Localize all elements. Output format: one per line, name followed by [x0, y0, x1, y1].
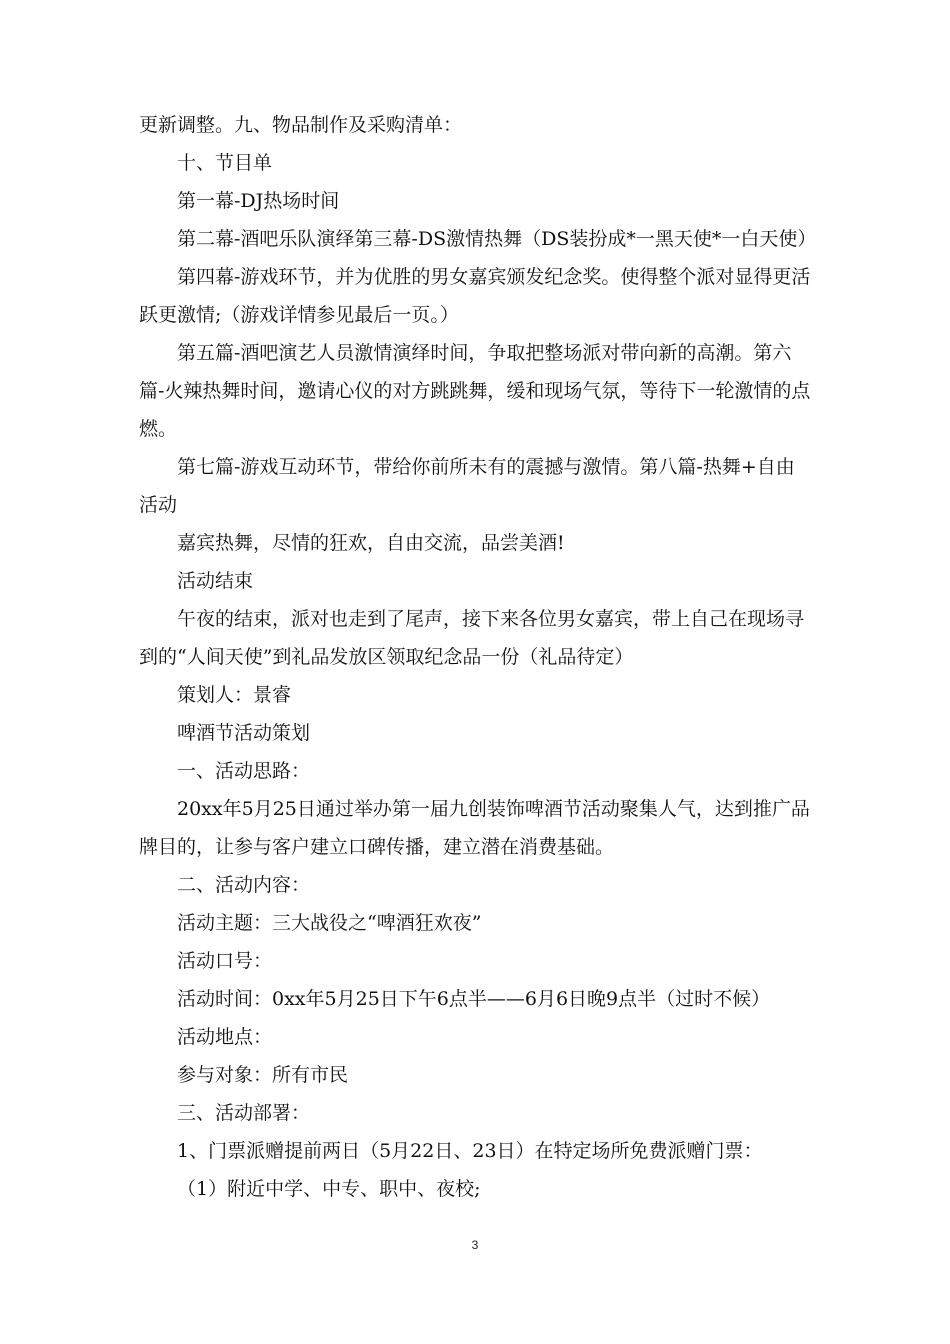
page-number: 3: [471, 1238, 479, 1252]
paragraph: 1、门票派赠提前两日（5月22日、23日）在特定场所免费派赠门票：: [177, 1140, 763, 1162]
paragraph: 嘉宾热舞，尽情的狂欢，自由交流，品尝美酒!: [177, 532, 565, 554]
paragraph: 活动时间：0xx年5月25日下午6点半——6月6日晚9点半（过时不候）: [177, 988, 771, 1010]
paragraph: 20xx年5月25日通过举办第一届九创装饰啤酒节活动聚集人气，达到推广品牌目的，让参与客户建立口碑传播，建立潜在消费基础。: [139, 798, 810, 858]
paragraph: 第二幕-酒吧乐队演绎第三幕-DS激情热舞（DS装扮成*一黑天使*一白天使）: [177, 228, 817, 250]
paragraph: 活动结束: [177, 570, 254, 592]
document-body: [139, 106, 817, 1208]
paragraph: 参与对象：所有市民: [177, 1064, 349, 1086]
paragraph: 活动主题：三大战役之“啤酒狂欢夜”: [177, 912, 482, 934]
paragraph: 活动地点：: [177, 1026, 273, 1048]
paragraph: 策划人：景睿: [177, 684, 292, 706]
paragraph: 更新调整。九、物品制作及采购清单：: [139, 114, 463, 136]
paragraph: 活动口号：: [177, 950, 273, 972]
paragraph: 第五篇-酒吧演艺人员激情演绎时间，争取把整场派对带向新的高潮。第六篇-火辣热舞时间，邀请心仪的对方跳跳舞，缓和现场气氛，等待下一轮激情的点燃。: [139, 342, 811, 440]
paragraph: 第一幕-DJ热场时间: [177, 190, 340, 212]
paragraph: 第七篇-游戏互动环节，带给你前所未有的震撼与激情。第八篇-热舞+自由活动: [139, 456, 795, 516]
paragraph: （1）附近中学、中专、职中、夜校;: [177, 1178, 481, 1200]
paragraph: 一、活动思路：: [177, 760, 311, 782]
section-heading: 啤酒节活动策划: [177, 722, 311, 744]
paragraph: 午夜的结束，派对也走到了尾声，接下来各位男女嘉宾，带上自己在现场寻到的“人间天使”到礼品发放区领取纪念品一份（礼品待定）: [139, 608, 805, 668]
paragraph: 第四幕-游戏环节，并为优胜的男女嘉宾颁发纪念奖。使得整个派对显得更活跃更激情;（游戏详情参见最后一页。）: [139, 266, 811, 326]
paragraph: 十、节目单: [177, 152, 273, 174]
paragraph: 三、活动部署：: [177, 1102, 311, 1124]
paragraph: 二、活动内容：: [177, 874, 311, 896]
